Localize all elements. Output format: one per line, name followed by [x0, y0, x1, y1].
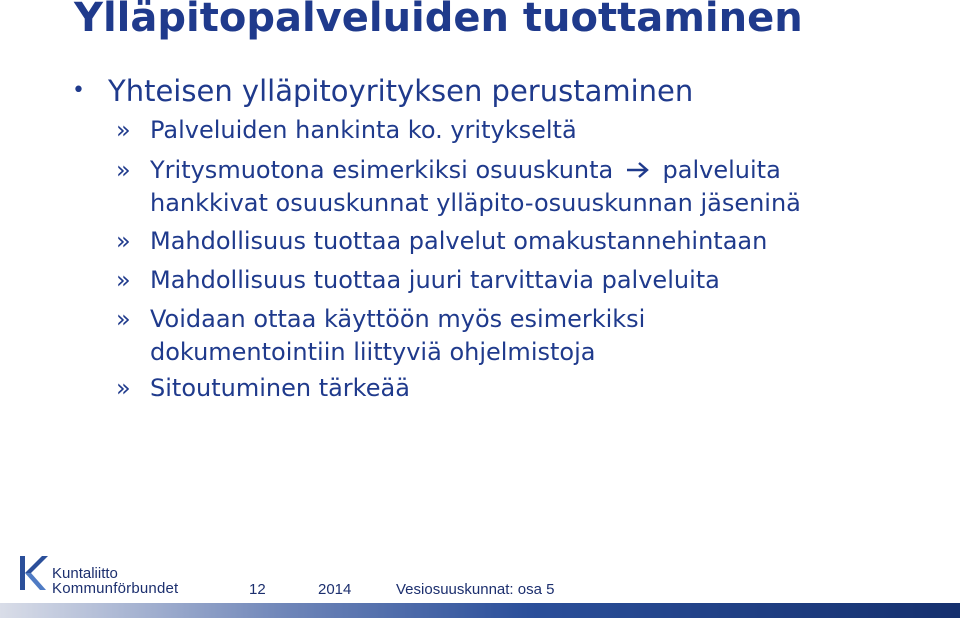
subitem-text: Sitoutuminen tärkeää: [150, 374, 410, 402]
subitem-text: Mahdollisuus tuottaa palvelut omakustannehintaan: [150, 227, 768, 255]
subitem-text: Palveluiden hankinta ko. yritykseltä: [150, 116, 577, 144]
logo-line2: Kommunförbundet: [52, 580, 179, 597]
subitem-marker: »: [116, 374, 131, 402]
subitem-marker: »: [116, 156, 131, 184]
kuntaliitto-logo: [18, 554, 208, 600]
slide-title: Ylläpitopalveluiden tuottaminen: [74, 0, 803, 41]
subitem-text: Mahdollisuus tuottaa juuri tarvittavia palveluita: [150, 266, 720, 294]
logo-line1: Kuntaliitto: [52, 565, 118, 582]
footer-caption: Vesiosuuskunnat: osa 5: [396, 581, 555, 598]
subitem-text: Voidaan ottaa käyttöön myös esimerkiksi: [150, 305, 646, 333]
subitem-marker: »: [116, 266, 131, 294]
page-number: 12: [249, 581, 266, 598]
bullet-dot: •: [72, 78, 85, 103]
subitem-text: hankkivat osuuskunnat ylläpito-osuuskunnan jäseninä: [150, 189, 801, 217]
kuntaliitto-logo-icon: [18, 554, 48, 594]
subitem-text-after-arrow: palveluita: [662, 156, 781, 184]
bullet-text: Yhteisen ylläpitoyrityksen perustaminen: [108, 74, 694, 108]
subitem-marker: »: [116, 227, 131, 255]
subitem-text-before-arrow: Yritysmuotona esimerkiksi osuuskunta: [150, 156, 614, 184]
footer-bar: [0, 603, 960, 618]
footer-year: 2014: [318, 581, 352, 598]
subitem-marker: »: [116, 116, 131, 144]
subitem-text: dokumentointiin liittyviä ohjelmistoja: [150, 338, 596, 366]
right-arrow-icon: [625, 161, 651, 179]
subitem-marker: »: [116, 305, 131, 333]
